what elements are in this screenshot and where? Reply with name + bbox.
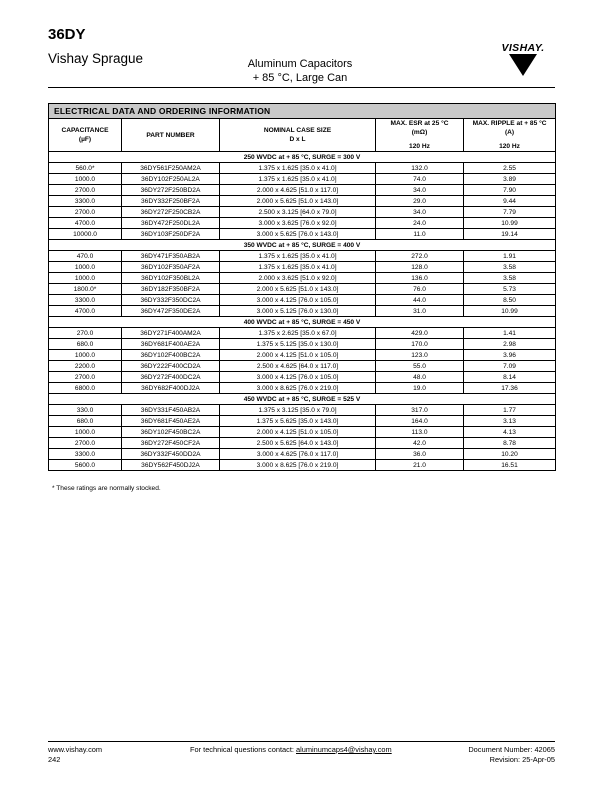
col-esr-label: MAX. ESR at 25 °C [390, 120, 449, 127]
capacitance-cell: 2700.0 [49, 372, 122, 383]
part-number-cell: 36DY271F400AM2A [122, 328, 220, 339]
capacitance-cell: 470.0 [49, 251, 122, 262]
esr-cell: 42.0 [376, 438, 464, 449]
ripple-cell: 3.96 [464, 350, 556, 361]
ripple-cell: 9.44 [464, 196, 556, 207]
table-row [49, 218, 556, 229]
capacitance-cell: 680.0 [49, 339, 122, 350]
document-subtitle [230, 57, 370, 85]
capacitance-cell: 330.0 [49, 405, 122, 416]
case-size-cell: 2.000 x 5.625 [51.0 x 143.0] [220, 284, 376, 295]
case-size-cell: 2.500 x 4.625 [64.0 x 117.0] [220, 361, 376, 372]
table-row [49, 262, 556, 273]
table-row [49, 174, 556, 185]
esr-cell: 317.0 [376, 405, 464, 416]
footer-right [420, 745, 555, 764]
document-title: 36DY [48, 26, 86, 43]
voltage-group-heading: 350 WVDC at + 85 °C, SURGE = 400 V [49, 240, 556, 251]
col-case-size-label: NOMINAL CASE SIZE [263, 127, 332, 134]
col-capacitance-label: CAPACITANCE [61, 127, 109, 134]
part-number-cell: 36DY272F250BD2A [122, 185, 220, 196]
esr-cell: 74.0 [376, 174, 464, 185]
table-row [49, 185, 556, 196]
capacitance-cell: 1000.0 [49, 262, 122, 273]
table-row [49, 163, 556, 174]
voltage-group-heading: 250 WVDC at + 85 °C, SURGE = 300 V [49, 152, 556, 163]
part-number-cell: 36DY102F250AL2A [122, 174, 220, 185]
ripple-cell: 3.13 [464, 416, 556, 427]
table-row [49, 306, 556, 317]
table-row [49, 229, 556, 240]
table-row [49, 350, 556, 361]
capacitance-cell: 560.0* [49, 163, 122, 174]
subtitle-line-1: Aluminum Capacitors [247, 58, 353, 70]
esr-cell: 11.0 [376, 229, 464, 240]
esr-cell: 170.0 [376, 339, 464, 350]
voltage-group-row [49, 394, 556, 405]
capacitance-cell: 3300.0 [49, 196, 122, 207]
case-size-cell: 3.000 x 4.125 [76.0 x 105.0] [220, 295, 376, 306]
case-size-cell: 1.375 x 2.625 [35.0 x 67.0] [220, 328, 376, 339]
col-ripple-frequency: 120 Hz [499, 143, 520, 150]
part-number-cell: 36DY272F400DC2A [122, 372, 220, 383]
capacitance-cell: 2700.0 [49, 438, 122, 449]
capacitance-cell: 680.0 [49, 416, 122, 427]
esr-cell: 19.0 [376, 383, 464, 394]
footer-contact [190, 745, 392, 755]
table-row [49, 196, 556, 207]
esr-cell: 113.0 [376, 427, 464, 438]
esr-cell: 164.0 [376, 416, 464, 427]
part-number-cell: 36DY681F450AE2A [122, 416, 220, 427]
part-number-cell: 36DY102F350BL2A [122, 273, 220, 284]
part-number-cell: 36DY471F350AB2A [122, 251, 220, 262]
esr-cell: 55.0 [376, 361, 464, 372]
capacitance-cell: 3300.0 [49, 295, 122, 306]
table-row [49, 383, 556, 394]
case-size-cell: 2.500 x 3.125 [64.0 x 79.0] [220, 207, 376, 218]
ripple-cell: 8.78 [464, 438, 556, 449]
part-number-cell: 36DY102F450BC2A [122, 427, 220, 438]
part-number-cell: 36DY182F350BF2A [122, 284, 220, 295]
voltage-group-row [49, 317, 556, 328]
part-number-cell: 36DY102F400BC2A [122, 350, 220, 361]
esr-cell: 48.0 [376, 372, 464, 383]
voltage-group-heading: 400 WVDC at + 85 °C, SURGE = 450 V [49, 317, 556, 328]
capacitance-cell: 1000.0 [49, 350, 122, 361]
col-ripple-label: MAX. RIPPLE at + 85 °C [472, 120, 547, 127]
part-number-cell: 36DY562F450DJ2A [122, 460, 220, 471]
case-size-cell: 3.000 x 4.125 [76.0 x 105.0] [220, 372, 376, 383]
capacitance-cell: 3300.0 [49, 449, 122, 460]
case-size-cell: 2.000 x 5.625 [51.0 x 143.0] [220, 196, 376, 207]
ripple-cell: 1.41 [464, 328, 556, 339]
esr-cell: 21.0 [376, 460, 464, 471]
case-size-cell: 1.375 x 5.125 [35.0 x 130.0] [220, 339, 376, 350]
table-row [49, 405, 556, 416]
ripple-cell: 5.73 [464, 284, 556, 295]
voltage-group-row [49, 152, 556, 163]
esr-cell: 128.0 [376, 262, 464, 273]
part-number-cell: 36DY561F250AM2A [122, 163, 220, 174]
vishay-logo [492, 38, 554, 78]
capacitance-cell: 4700.0 [49, 306, 122, 317]
col-esr-unit: (mΩ) [411, 129, 428, 136]
footer-website-link[interactable]: www.vishay.com [48, 745, 103, 754]
table-row [49, 372, 556, 383]
logo-text: VISHAY. [501, 42, 545, 54]
case-size-cell: 2.000 x 4.125 [51.0 x 105.0] [220, 427, 376, 438]
part-number-cell: 36DY472F350DE2A [122, 306, 220, 317]
case-size-cell: 3.000 x 8.625 [76.0 x 219.0] [220, 460, 376, 471]
case-size-cell: 1.375 x 1.625 [35.0 x 41.0] [220, 163, 376, 174]
table-row [49, 427, 556, 438]
part-number-cell: 36DY272F450CF2A [122, 438, 220, 449]
case-size-cell: 3.000 x 8.625 [76.0 x 219.0] [220, 383, 376, 394]
subtitle-line-2: + 85 °C, Large Can [252, 72, 348, 84]
col-part-number-label: PART NUMBER [146, 131, 195, 139]
footer-page-number: 242 [48, 754, 61, 764]
part-number-cell: 36DY332F450DD2A [122, 449, 220, 460]
footnote: * These ratings are normally stocked. [52, 485, 161, 492]
table-row [49, 328, 556, 339]
col-capacitance-unit: (µF) [78, 136, 92, 143]
capacitance-cell: 2200.0 [49, 361, 122, 372]
table-row [49, 438, 556, 449]
capacitance-cell: 4700.0 [49, 218, 122, 229]
case-size-cell: 2.000 x 4.125 [51.0 x 105.0] [220, 350, 376, 361]
ripple-cell: 10.20 [464, 449, 556, 460]
esr-cell: 29.0 [376, 196, 464, 207]
ripple-cell: 2.98 [464, 339, 556, 350]
case-size-cell: 3.000 x 5.625 [76.0 x 143.0] [220, 229, 376, 240]
ripple-cell: 7.79 [464, 207, 556, 218]
case-size-cell: 1.375 x 3.125 [35.0 x 79.0] [220, 405, 376, 416]
col-esr [376, 119, 464, 152]
ripple-cell: 7.90 [464, 185, 556, 196]
esr-cell: 272.0 [376, 251, 464, 262]
esr-cell: 31.0 [376, 306, 464, 317]
ripple-cell: 7.09 [464, 361, 556, 372]
part-number-cell: 36DY472F250DL2A [122, 218, 220, 229]
table-row [49, 449, 556, 460]
ripple-cell: 3.89 [464, 174, 556, 185]
col-ripple [464, 119, 556, 152]
case-size-cell: 2.000 x 3.625 [51.0 x 92.0] [220, 273, 376, 284]
capacitance-cell: 5600.0 [49, 460, 122, 471]
esr-cell: 36.0 [376, 449, 464, 460]
ripple-cell: 8.50 [464, 295, 556, 306]
capacitance-cell: 6800.0 [49, 383, 122, 394]
table-row [49, 207, 556, 218]
footer-contact-prefix: For technical questions contact: [190, 745, 296, 754]
ripple-cell: 1.91 [464, 251, 556, 262]
electrical-data-table [48, 103, 556, 471]
case-size-cell: 2.500 x 5.625 [64.0 x 143.0] [220, 438, 376, 449]
ripple-cell: 1.77 [464, 405, 556, 416]
case-size-cell: 3.000 x 5.125 [76.0 x 130.0] [220, 306, 376, 317]
part-number-cell: 36DY332F350DC2A [122, 295, 220, 306]
ripple-cell: 10.99 [464, 218, 556, 229]
part-number-cell: 36DY682F400DJ2A [122, 383, 220, 394]
table-row [49, 284, 556, 295]
capacitance-cell: 1000.0 [49, 174, 122, 185]
case-size-cell: 1.375 x 1.625 [35.0 x 41.0] [220, 251, 376, 262]
part-number-cell: 36DY681F400AE2A [122, 339, 220, 350]
voltage-group-row [49, 240, 556, 251]
case-size-cell: 1.375 x 1.625 [35.0 x 41.0] [220, 262, 376, 273]
ripple-cell: 4.13 [464, 427, 556, 438]
part-number-cell: 36DY272F250CB2A [122, 207, 220, 218]
capacitance-cell: 10000.0 [49, 229, 122, 240]
esr-cell: 34.0 [376, 207, 464, 218]
capacitance-cell: 2700.0 [49, 207, 122, 218]
part-number-cell: 36DY103F250DF2A [122, 229, 220, 240]
esr-cell: 132.0 [376, 163, 464, 174]
capacitance-cell: 1000.0 [49, 427, 122, 438]
esr-cell: 24.0 [376, 218, 464, 229]
case-size-cell: 1.375 x 1.625 [35.0 x 41.0] [220, 174, 376, 185]
table-row [49, 416, 556, 427]
capacitance-cell: 270.0 [49, 328, 122, 339]
footer-divider [48, 741, 555, 742]
capacitance-cell: 1800.0* [49, 284, 122, 295]
table-row [49, 273, 556, 284]
col-part-number [122, 119, 220, 152]
case-size-cell: 2.000 x 4.625 [51.0 x 117.0] [220, 185, 376, 196]
table-body [49, 152, 556, 471]
table-row [49, 251, 556, 262]
esr-cell: 76.0 [376, 284, 464, 295]
part-number-cell: 36DY102F350AF2A [122, 262, 220, 273]
ripple-cell: 10.99 [464, 306, 556, 317]
ripple-cell: 8.14 [464, 372, 556, 383]
table-section-title: ELECTRICAL DATA AND ORDERING INFORMATION [49, 104, 556, 119]
part-number-cell: 36DY331F450AB2A [122, 405, 220, 416]
case-size-cell: 3.000 x 3.625 [76.0 x 92.0] [220, 218, 376, 229]
ripple-cell: 2.55 [464, 163, 556, 174]
esr-cell: 44.0 [376, 295, 464, 306]
ripple-cell: 19.14 [464, 229, 556, 240]
col-ripple-unit: (A) [504, 129, 515, 136]
ripple-cell: 3.58 [464, 262, 556, 273]
esr-cell: 429.0 [376, 328, 464, 339]
table-row [49, 361, 556, 372]
part-number-cell: 36DY222F400CD2A [122, 361, 220, 372]
footer-contact-email-link[interactable]: aluminumcaps4@vishay.com [296, 745, 392, 754]
table-row [49, 339, 556, 350]
table-row [49, 460, 556, 471]
brand-name: Vishay Sprague [48, 51, 144, 66]
col-esr-frequency: 120 Hz [409, 143, 430, 150]
footer-revision: Revision: 25-Apr-05 [489, 754, 555, 764]
ripple-cell: 17.36 [464, 383, 556, 394]
voltage-group-heading: 450 WVDC at + 85 °C, SURGE = 525 V [49, 394, 556, 405]
footer-document-number: Document Number: 42065 [468, 745, 555, 754]
capacitance-cell: 1000.0 [49, 273, 122, 284]
table-row [49, 295, 556, 306]
ripple-cell: 3.58 [464, 273, 556, 284]
header-divider [48, 87, 555, 88]
case-size-cell: 3.000 x 4.625 [76.0 x 117.0] [220, 449, 376, 460]
part-number-cell: 36DY332F250BF2A [122, 196, 220, 207]
col-case-size [220, 119, 376, 152]
table-header-row [49, 119, 556, 152]
ripple-cell: 16.51 [464, 460, 556, 471]
footer-left [48, 745, 102, 764]
electrical-data-table-container [48, 103, 555, 471]
capacitance-cell: 2700.0 [49, 185, 122, 196]
esr-cell: 136.0 [376, 273, 464, 284]
esr-cell: 34.0 [376, 185, 464, 196]
col-case-size-dims: D x L [289, 136, 306, 143]
case-size-cell: 1.375 x 5.625 [35.0 x 143.0] [220, 416, 376, 427]
col-capacitance [49, 119, 122, 152]
esr-cell: 123.0 [376, 350, 464, 361]
